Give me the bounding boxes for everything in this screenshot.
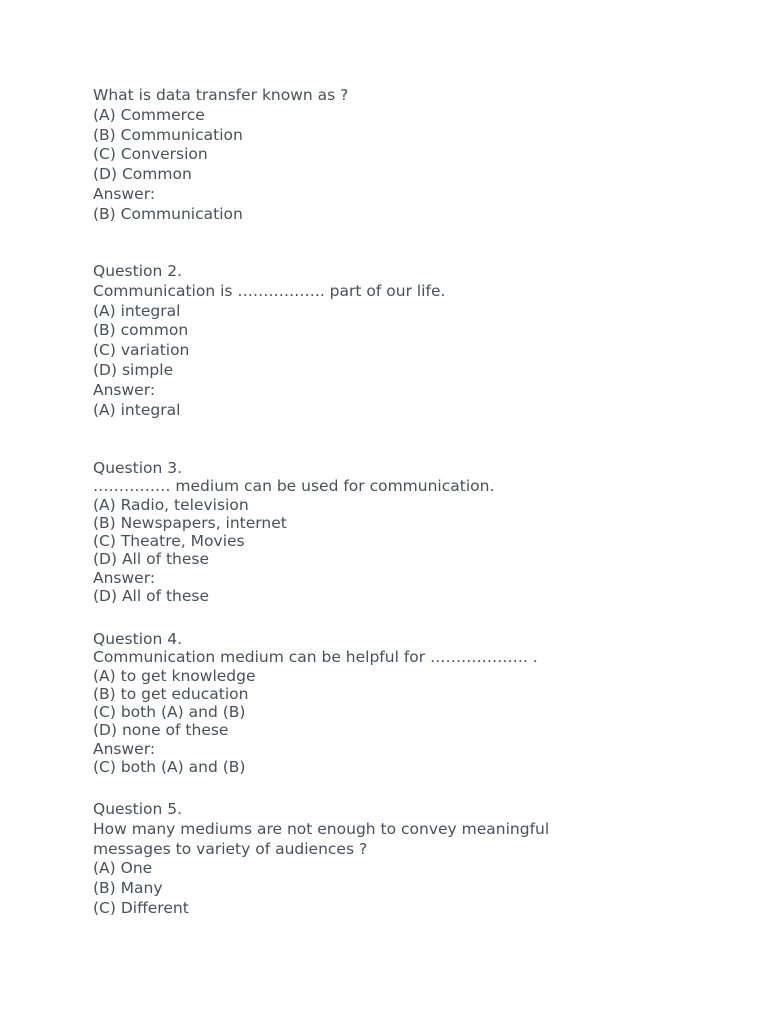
answer-label: Answer: bbox=[93, 380, 156, 399]
answer-label: Answer: bbox=[93, 184, 156, 203]
answer-value: (C) both (A) and (B) bbox=[93, 758, 246, 777]
question-text: Communication is …………….. part of our life. bbox=[93, 281, 446, 300]
question-text: How many mediums are not enough to convey meaningful bbox=[93, 819, 550, 838]
answer-value: (B) Communication bbox=[93, 204, 243, 223]
answer-value: (D) All of these bbox=[93, 587, 210, 606]
option-a: (A) integral bbox=[93, 301, 181, 320]
option-c: (C) Theatre, Movies bbox=[93, 532, 245, 551]
question-text: …………… medium can be used for communication. bbox=[93, 477, 495, 496]
option-d: (D) simple bbox=[93, 360, 174, 379]
answer-value: (A) integral bbox=[93, 400, 181, 419]
option-a: (A) Commerce bbox=[93, 105, 205, 124]
option-b: (B) Newspapers, internet bbox=[93, 513, 287, 532]
question-heading: Question 2. bbox=[93, 262, 183, 280]
option-b: (B) common bbox=[93, 321, 189, 340]
question-text: What is data transfer known as ? bbox=[93, 86, 349, 104]
option-a: (A) Radio, television bbox=[93, 495, 249, 514]
option-a: (A) One bbox=[93, 859, 153, 878]
option-d: (D) All of these bbox=[93, 550, 210, 569]
answer-label: Answer: bbox=[93, 739, 156, 758]
question-5 bbox=[93, 800, 733, 919]
question-text: Communication medium can be helpful for ………………. . bbox=[93, 648, 538, 667]
option-d: (D) Common bbox=[93, 165, 192, 184]
option-c: (C) Conversion bbox=[93, 145, 208, 164]
option-b: (B) Communication bbox=[93, 125, 243, 144]
option-d: (D) none of these bbox=[93, 721, 229, 740]
option-c: (C) variation bbox=[93, 341, 190, 360]
question-2 bbox=[93, 262, 733, 420]
question-heading: Question 4. bbox=[93, 630, 183, 648]
option-a: (A) to get knowledge bbox=[93, 666, 256, 685]
question-4 bbox=[93, 630, 733, 776]
option-c: (C) both (A) and (B) bbox=[93, 703, 246, 722]
question-heading: Question 5. bbox=[93, 800, 183, 818]
question-3 bbox=[93, 459, 733, 605]
question-1 bbox=[93, 86, 733, 225]
question-text-continued: messages to variety of audiences ? bbox=[93, 839, 368, 858]
question-heading: Question 3. bbox=[93, 459, 183, 477]
answer-label: Answer: bbox=[93, 568, 156, 587]
option-b: (B) Many bbox=[93, 879, 163, 898]
option-c: (C) Different bbox=[93, 898, 189, 917]
option-b: (B) to get education bbox=[93, 684, 249, 703]
